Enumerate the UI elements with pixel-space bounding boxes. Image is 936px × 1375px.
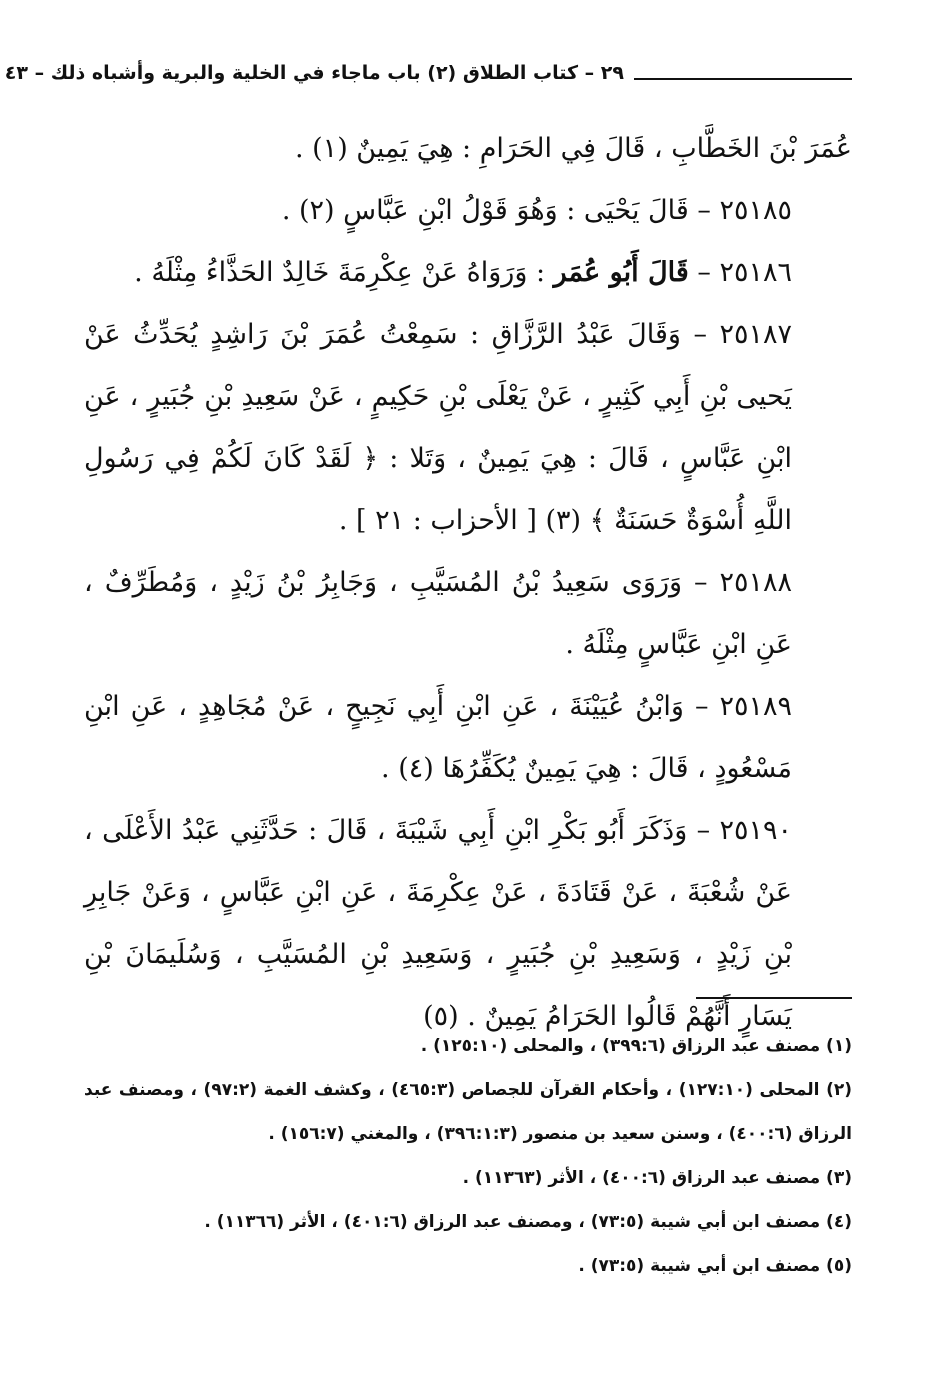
- paragraph-text: : وَرَوَاهُ عَنْ عِكْرِمَةَ خَالِدٌ الحَذَّاءُ مِثْلَهُ .: [134, 257, 546, 288]
- footnote-1: (١) مصنف عبد الرزاق (٣٩٩:٦) ، والمحلى (١٢٥:١٠) .: [420, 1036, 852, 1056]
- footnotes: [84, 1024, 852, 1288]
- paragraph-25186: [84, 242, 852, 304]
- running-title: ٢٩ – كتاب الطلاق (٢) باب ماجاء في الخلية والبرية وأشباه ذلك – ٤٣: [4, 62, 624, 84]
- paragraph-25189: ٢٥١٨٩ – وَابْنُ عُيَيْنَةَ ، عَنِ ابْنِ أَبِي نَجِيحٍ ، عَنْ مُجَاهِدٍ ، عَنِ ابْنِ مَسْعُودٍ ، قَالَ : هِيَ يَمِينٌ يُكَفِّرُهَا (٤) .: [84, 691, 792, 784]
- footnote-3: (٣) مصنف عبد الرزاق (٤٠٠:٦) ، الأثر (١١٣٦٣) .: [462, 1168, 852, 1188]
- paragraph-25190: ٢٥١٩٠ – وَذَكَرَ أَبُو بَكْرِ ابْنِ أَبِي شَيْبَةَ ، قَالَ : حَدَّثَنِي عَبْدُ الأَعْلَى ، عَنْ شُعْبَةَ ، عَنْ قَتَادَةَ ، عَنْ عِكْرِمَةَ ، عَنِ ابْنِ عَبَّاسٍ ، وَعَنْ جَابِرِ بْنِ زَيْدٍ ، وَسَعِيدِ بْنِ جُبَيرٍ ، وَسَعِيدِ بْنِ المُسَيَّبِ ، وَسُلَيمَانَ بْنِ يَسَارٍ أَنَّهُمْ قَالُوا الحَرَامُ يَمِينٌ . (٥): [84, 815, 792, 1032]
- paragraph-number: ٢٥١٨٦ –: [697, 257, 792, 288]
- footnote-4: (٤) مصنف ابن أبي شيبة (٧٣:٥) ، ومصنف عبد الرزاق (٤٠١:٦) ، الأثر (١١٣٦٦) .: [204, 1212, 852, 1232]
- footnote-separator: [696, 997, 852, 999]
- page-header: [4, 58, 852, 94]
- footnote-2: (٢) المحلى (١٢٧:١٠) ، وأحكام القرآن للجصاص (٤٦٥:٣) ، وكشف الغمة (٩٧:٢) ، ومصنف عبد الرزاق (٤٠٠:٦) ، وسنن سعيد بن منصور (٣٩٦:١:٣) ، والمغني (١٥٦:٧) .: [84, 1080, 853, 1144]
- paragraph-25187: ٢٥١٨٧ – وَقَالَ عَبْدُ الرَّزَّاقِ : سَمِعْتُ عُمَرَ بْنَ رَاشِدٍ يُحَدِّثُ عَنْ يَحيى بْنِ أَبِي كَثِيرٍ ، عَنْ يَعْلَى بْنِ حَكِيمٍ ، عَنْ سَعِيدِ بْنِ جُبَيرٍ ، عَنِ ابْنِ عَبَّاسٍ ، قَالَ : هِيَ يَمِينٌ ، وَتَلا : ﴿ لَقَدْ كَانَ لَكُمْ فِي رَسُولِ اللَّهِ أُسْوَةٌ حَسَنَةٌ ﴾ (٣) [ الأحزاب : ٢١ ] .: [84, 319, 792, 536]
- footnote-5: (٥) مصنف ابن أبي شيبة (٧٣:٥) .: [578, 1256, 852, 1276]
- main-text: [84, 118, 852, 1048]
- paragraph-25185: ٢٥١٨٥ – قَالَ يَحْيَى : وَهُوَ قَوْلُ ابْنِ عَبَّاسٍ (٢) .: [281, 195, 792, 226]
- author-name: قَالَ أَبُو عُمَر: [553, 257, 689, 288]
- header-rule: [634, 78, 852, 80]
- paragraph-continuation: عُمَرَ بْنَ الخَطَّابِ ، قَالَ فِي الحَرَامِ : هِيَ يَمِينٌ (١) .: [294, 133, 852, 164]
- paragraph-25188: ٢٥١٨٨ – وَرَوَى سَعِيدُ بْنُ المُسَيَّبِ ، وَجَابِرُ بْنُ زَيْدٍ ، وَمُطَرِّفٌ ، عَنِ ابْنِ عَبَّاسٍ مِثْلَهُ .: [84, 567, 792, 660]
